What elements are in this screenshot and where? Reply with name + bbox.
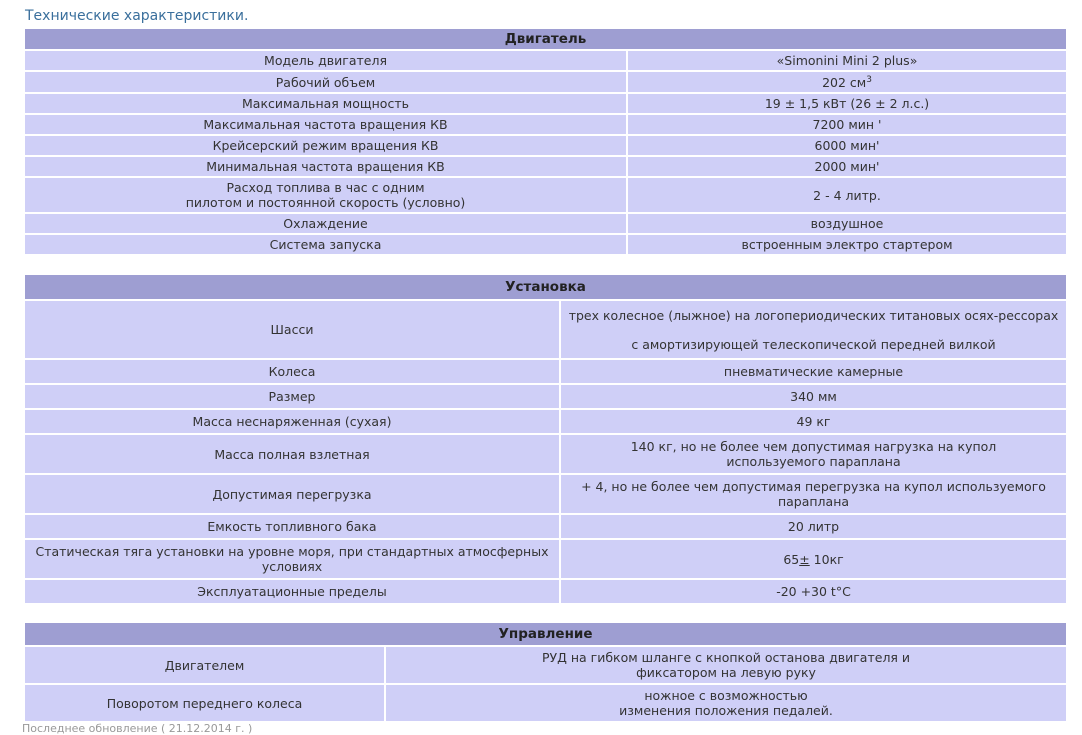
row-label: Система запуска bbox=[24, 234, 627, 255]
row-label: Поворотом переднего колеса bbox=[24, 684, 385, 722]
row-value: 19 ± 1,5 кВт (26 ± 2 л.с.) bbox=[627, 93, 1067, 114]
row-label: Масса неснаряженная (сухая) bbox=[24, 409, 560, 434]
row-value: пневматические камерные bbox=[560, 359, 1067, 384]
row-label bbox=[24, 177, 627, 213]
value-text: 10кг bbox=[809, 551, 844, 567]
row-value: воздушное bbox=[627, 213, 1067, 234]
table-row bbox=[24, 409, 1067, 434]
row-value bbox=[385, 684, 1067, 722]
installation-header: Установка bbox=[24, 274, 1067, 300]
table-row bbox=[24, 114, 1067, 135]
row-value: 2 - 4 литр. bbox=[627, 177, 1067, 213]
row-label: Рабочий объем bbox=[24, 71, 627, 93]
row-label: Модель двигателя bbox=[24, 50, 627, 71]
row-label: Минимальная частота вращения КВ bbox=[24, 156, 627, 177]
table-row bbox=[24, 156, 1067, 177]
row-label: Максимальная частота вращения КВ bbox=[24, 114, 627, 135]
row-value bbox=[560, 434, 1067, 474]
row-label: Шасси bbox=[24, 300, 560, 359]
table-row bbox=[24, 684, 1067, 722]
row-label: Максимальная мощность bbox=[24, 93, 627, 114]
table-row bbox=[24, 71, 1067, 93]
table-row bbox=[24, 474, 1067, 514]
engine-header: Двигатель bbox=[24, 28, 1067, 50]
row-label: Допустимая перегрузка bbox=[24, 474, 560, 514]
label-line: Расход топлива в час с одним bbox=[226, 180, 425, 195]
row-value bbox=[560, 539, 1067, 579]
value-line: ножное с возможностью bbox=[644, 688, 808, 703]
row-value: 7200 мин ' bbox=[627, 114, 1067, 135]
last-updated-note: Последнее обновление ( 21.12.2014 г. ) bbox=[22, 722, 253, 735]
value-line: используемого параплана bbox=[726, 454, 901, 469]
row-label: Масса полная взлетная bbox=[24, 434, 560, 474]
row-value: 49 кг bbox=[560, 409, 1067, 434]
row-value: 340 мм bbox=[560, 384, 1067, 409]
table-row bbox=[24, 213, 1067, 234]
value-line: изменения положения педалей. bbox=[619, 703, 833, 718]
value-line: 140 кг, но не более чем допустимая нагрузка на купол bbox=[630, 439, 997, 454]
row-value: встроенным электро стартером bbox=[627, 234, 1067, 255]
superscript: 3 bbox=[866, 74, 872, 85]
table-row bbox=[24, 135, 1067, 156]
row-label: Эксплуатационные пределы bbox=[24, 579, 560, 604]
engine-table bbox=[23, 27, 1068, 256]
value-line: с амортизирующей телескопической передней вилкой bbox=[631, 336, 996, 352]
control-header: Управление bbox=[24, 622, 1067, 646]
row-value bbox=[385, 646, 1067, 684]
label-line: условиях bbox=[261, 559, 323, 574]
row-label: Колеса bbox=[24, 359, 560, 384]
row-value bbox=[627, 71, 1067, 93]
row-label: Емкость топливного бака bbox=[24, 514, 560, 539]
table-row bbox=[24, 579, 1067, 604]
installation-table bbox=[23, 273, 1068, 605]
table-row bbox=[24, 177, 1067, 213]
value-text: 202 см bbox=[822, 74, 867, 90]
row-value bbox=[560, 300, 1067, 359]
table-row bbox=[24, 384, 1067, 409]
row-value: -20 +30 t°C bbox=[560, 579, 1067, 604]
label-line: Статическая тяга установки на уровне моря, при стандартных атмосферных bbox=[35, 544, 549, 559]
table-row bbox=[24, 300, 1067, 359]
table-row bbox=[24, 234, 1067, 255]
value-line: + 4, но не более чем допустимая перегрузка на купол используемого bbox=[581, 479, 1046, 494]
table-row bbox=[24, 646, 1067, 684]
row-label: Охлаждение bbox=[24, 213, 627, 234]
row-value bbox=[560, 474, 1067, 514]
label-line: пилотом и постоянной скорость (условно) bbox=[185, 195, 466, 210]
table-row bbox=[24, 359, 1067, 384]
row-value: 2000 мин' bbox=[627, 156, 1067, 177]
table-row bbox=[24, 539, 1067, 579]
table-row bbox=[24, 434, 1067, 474]
row-label: Двигателем bbox=[24, 646, 385, 684]
table-row bbox=[24, 93, 1067, 114]
row-label bbox=[24, 539, 560, 579]
control-table bbox=[23, 621, 1068, 723]
row-label: Размер bbox=[24, 384, 560, 409]
table-row bbox=[24, 514, 1067, 539]
value-line: параплана bbox=[777, 494, 850, 509]
plus-minus-sign: ± bbox=[799, 551, 810, 567]
value-line: РУД на гибком шланге с кнопкой останова двигателя и bbox=[541, 650, 911, 665]
row-value: 20 литр bbox=[560, 514, 1067, 539]
row-value: 6000 мин' bbox=[627, 135, 1067, 156]
value-text: 65 bbox=[783, 551, 800, 567]
value-line: трех колесное (лыжное) на логопериодических титановых осях-рессорах bbox=[568, 307, 1059, 323]
row-label: Крейсерский режим вращения КВ bbox=[24, 135, 627, 156]
page-title: Технические характеристики. bbox=[25, 8, 249, 24]
value-line: фиксатором на левую руку bbox=[636, 665, 816, 680]
row-value: «Simonini Mini 2 plus» bbox=[627, 50, 1067, 71]
table-row bbox=[24, 50, 1067, 71]
